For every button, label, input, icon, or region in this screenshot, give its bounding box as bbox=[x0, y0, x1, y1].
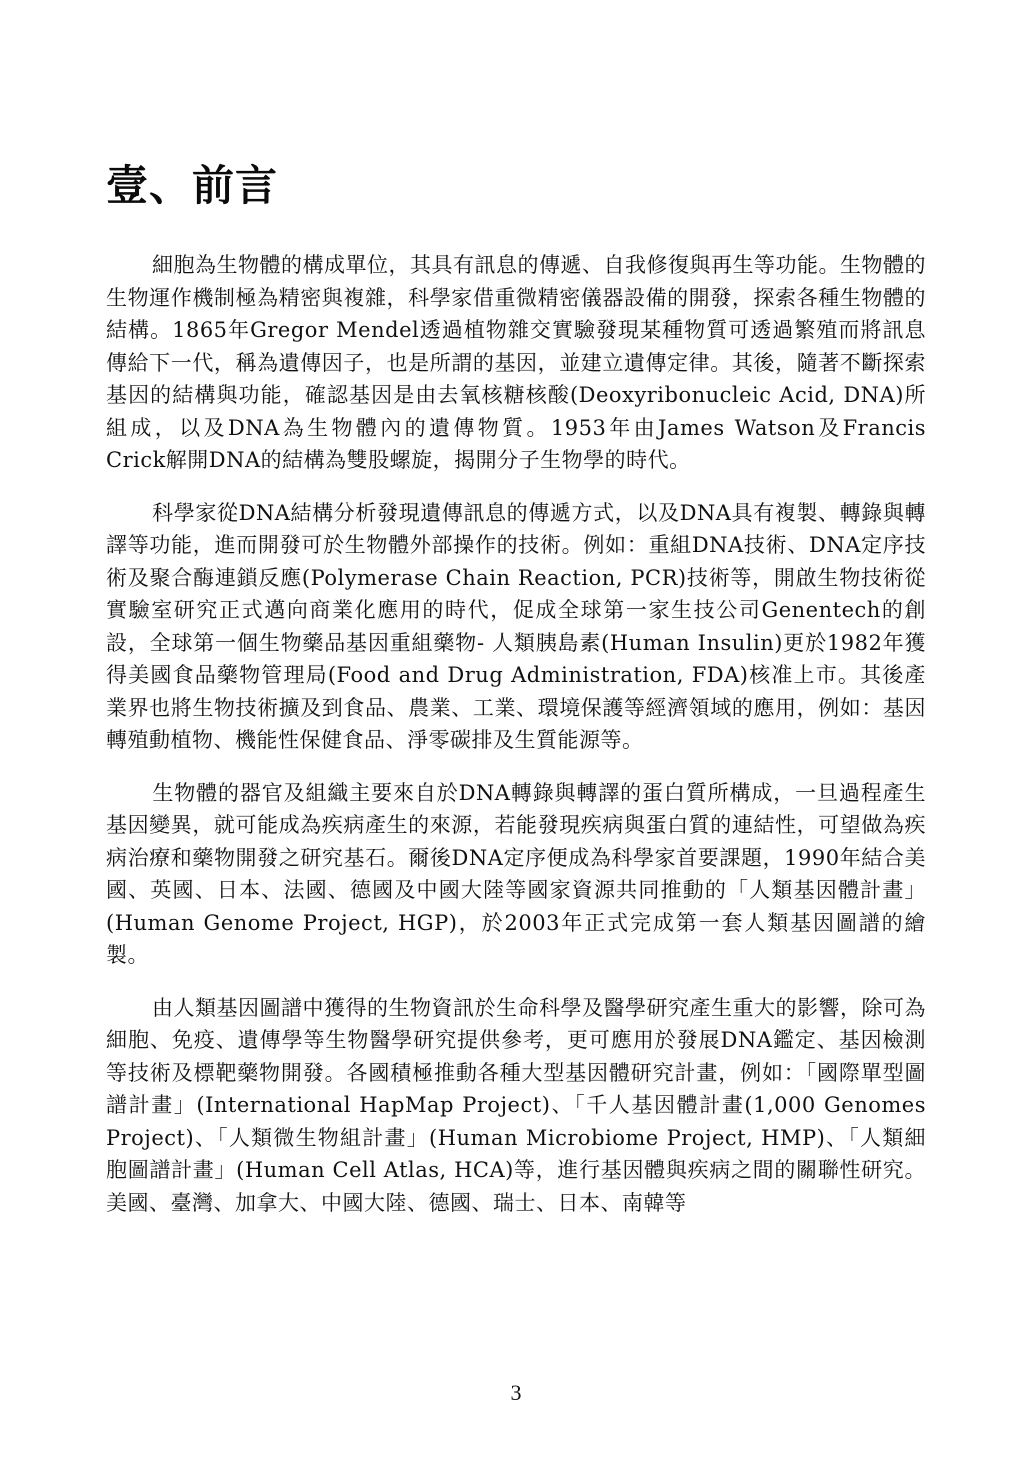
paragraph-2-text: 科學家從DNA結構分析發現遺傳訊息的傳遞方式，以及DNA具有複製、轉錄與轉譯等功能，進而開發可於生物體外部操作的技術。例如：重組DNA技術、DNA定序技術及聚合酶連鎖反應(Polymerase Chain Reaction, PCR)技術等，開啟生物技術從實驗室研究正式邁向商業化應用的時代，促成全球第一家生技公司Genentech的創設，全球第一個生物藥品基因重組藥物- 人類胰島素(Human Insulin)更於1982年獲得美國食品藥物管理局(Food and Drug Administration, FDA)核准上市。其後產業界也將生物技術擴及到食品、農業、工業、環境保護等經濟領域的應用，例如：基因轉殖動植物、機能性保健食品、淨零碳排及生質能源等。 bbox=[106, 500, 926, 752]
paragraph-3-text: 生物體的器官及組織主要來自於DNA轉錄與轉譯的蛋白質所構成，一旦過程產生基因變異，就可能成為疾病產生的來源，若能發現疾病與蛋白質的連結性，可望做為疾病治療和藥物開發之研究基石。爾後DNA定序便成為科學家首要課題，1990年結合美國、英國、日本、法國、德國及中國大陸等國家資源共同推動的「人類基因體計畫」(Human Genome Project, HGP)，於2003年正式完成第一套人類基因圖譜的繪製。 bbox=[106, 780, 926, 967]
paragraph-4-text: 由人類基因圖譜中獲得的生物資訊於生命科學及醫學研究產生重大的影響，除可為細胞、免疫、遺傳學等生物醫學研究提供參考，更可應用於發展DNA鑑定、基因檢測等技術及標靶藥物開發。各國積極推動各種大型基因體研究計畫，例如：「國際單型圖譜計畫」(International HapMap Project)、「千人基因體計畫(1,000 Genomes Project)、「人類微生物組計畫」(Human Microbiome Project, HMP)、「人類細胞圖譜計畫」(Human Cell Atlas, HCA)等，進行基因體與疾病之間的關聯性研究。美國、臺灣、加拿大、中國大陸、德國、瑞士、日本、南韓等 bbox=[106, 995, 926, 1215]
page-number: 3 bbox=[510, 1380, 522, 1405]
paragraph-1 bbox=[106, 249, 926, 477]
paragraph-3 bbox=[106, 777, 926, 972]
section-heading: 壹、前言 bbox=[106, 161, 279, 210]
body-text bbox=[106, 249, 926, 1239]
paragraph-1-text: 細胞為生物體的構成單位，其具有訊息的傳遞、自我修復與再生等功能。生物體的生物運作機制極為精密與複雜，科學家借重微精密儀器設備的開發，探索各種生物體的結構。1865年Gregor Mendel透過植物雜交實驗發現某種物質可透過繁殖而將訊息傳給下一代，稱為遺傳因子，也是所謂的基因，並建立遺傳定律。其後，隨著不斷探索基因的結構與功能，確認基因是由去氧核糖核酸(Deoxyribonucleic Acid, DNA)所組成，以及DNA為生物體內的遺傳物質。1953年由James Watson及Francis Crick解開DNA的結構為雙股螺旋，揭開分子生物學的時代。 bbox=[106, 253, 926, 472]
paragraph-4 bbox=[106, 992, 926, 1220]
paragraph-2 bbox=[106, 497, 926, 757]
